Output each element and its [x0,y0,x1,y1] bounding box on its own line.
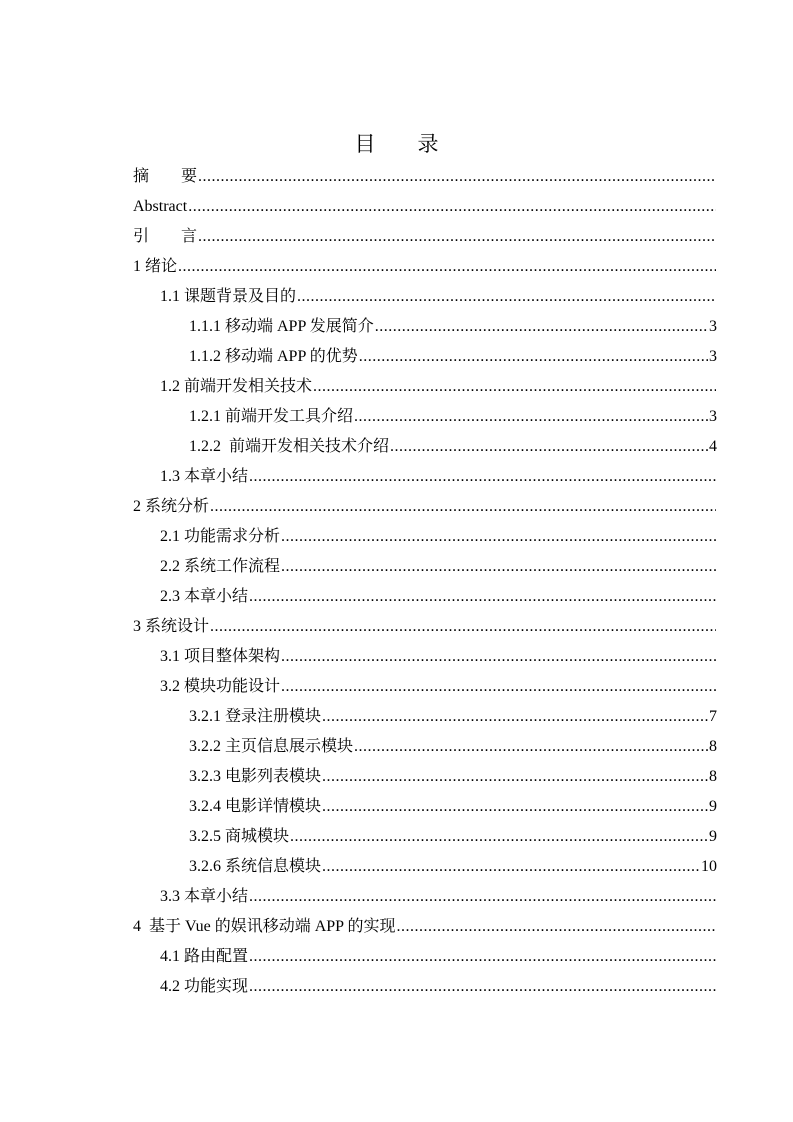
toc-entry[interactable] [0,192,793,222]
toc-entry[interactable] [0,372,793,402]
toc-entry-line [160,282,717,312]
toc-leader-dots [354,732,708,762]
toc-entry[interactable] [0,282,793,312]
toc-title [0,128,793,158]
toc-list [0,162,793,1002]
toc-entry[interactable] [0,972,793,1002]
toc-leader-dots [396,912,716,942]
toc-entry-label: 引 言 [133,228,198,245]
toc-entry[interactable] [0,612,793,642]
toc-entry-page: 8 [709,768,717,785]
toc-entry[interactable] [0,462,793,492]
toc-entry-label: 2.2 系统工作流程 [160,558,281,575]
toc-leader-dots [281,522,716,552]
toc-entry-line [189,702,717,732]
toc-entry[interactable] [0,702,793,732]
toc-entry[interactable] [0,522,793,552]
toc-entry[interactable] [0,732,793,762]
toc-leader-dots [198,222,716,252]
toc-entry-label: 1 绪论 [133,258,178,275]
toc-leader-dots [313,372,716,402]
toc-entry[interactable] [0,492,793,522]
toc-entry-line [160,552,717,582]
toc-leader-dots [281,642,716,672]
toc-entry-line [189,312,717,342]
toc-entry-line [133,162,717,192]
toc-leader-dots [322,702,708,732]
toc-entry-line [133,222,717,252]
toc-entry[interactable] [0,552,793,582]
toc-title-right: 录 [417,132,439,156]
toc-leader-dots [322,852,700,882]
toc-entry[interactable] [0,222,793,252]
toc-entry-line [189,762,717,792]
toc-leader-dots [198,162,716,192]
toc-entry-page: 10 [701,858,717,875]
toc-entry-line [160,642,717,672]
toc-leader-dots [281,552,716,582]
toc-entry-label: 3.2.3 电影列表模块 [189,768,322,785]
toc-leader-dots [249,462,716,492]
toc-entry-line [160,942,717,972]
toc-entry[interactable] [0,312,793,342]
toc-entry-label: 3.1 项目整体架构 [160,648,281,665]
toc-entry-line [133,192,717,222]
toc-entry-line [133,612,717,642]
toc-entry-line [160,372,717,402]
toc-leader-dots [249,942,716,972]
toc-entry-label: 3.2.5 商城模块 [189,828,290,845]
toc-leader-dots [322,762,708,792]
toc-entry-page: 7 [709,708,717,725]
toc-entry[interactable] [0,912,793,942]
toc-entry-page: 3 [709,408,717,425]
toc-entry[interactable] [0,792,793,822]
toc-entry-label: 1.2 前端开发相关技术 [160,378,313,395]
toc-entry-page: 3 [709,348,717,365]
toc-leader-dots [249,972,716,1002]
toc-entry-line [189,822,717,852]
toc-entry-label: 摘 要 [133,168,198,185]
toc-entry-label: 3.2.1 登录注册模块 [189,708,322,725]
toc-title-left: 目 [354,132,376,156]
toc-entry[interactable] [0,672,793,702]
toc-entry-label: 2.3 本章小结 [160,588,249,605]
toc-entry-line [160,972,717,1002]
toc-entry-line [189,402,717,432]
toc-entry-label: 1.2.2 前端开发相关技术介绍 [189,438,390,455]
toc-leader-dots [281,672,716,702]
toc-leader-dots [375,312,708,342]
toc-entry-page: 9 [709,798,717,815]
toc-entry-label: 1.1 课题背景及目的 [160,288,297,305]
toc-entry-line [189,852,717,882]
toc-entry-label: 1.1.2 移动端 APP 的优势 [189,348,358,365]
toc-entry-line [189,732,717,762]
toc-entry-line [133,912,717,942]
toc-entry[interactable] [0,882,793,912]
toc-entry-page: 8 [709,738,717,755]
toc-entry-label: 1.1.1 移动端 APP 发展简介 [189,318,374,335]
toc-entry-line [160,582,717,612]
toc-leader-dots [178,252,716,282]
toc-entry[interactable] [0,432,793,462]
toc-entry-line [160,522,717,552]
toc-entry-page: 3 [709,318,717,335]
toc-entry-page: 9 [709,828,717,845]
toc-entry-line [189,432,717,462]
toc-entry[interactable] [0,162,793,192]
toc-leader-dots [322,792,708,822]
toc-leader-dots [188,192,716,222]
toc-entry-label: 4 基于 Vue 的娱讯移动端 APP 的实现 [133,918,396,935]
toc-entry[interactable] [0,252,793,282]
toc-entry-label: 3.3 本章小结 [160,888,249,905]
toc-leader-dots [249,882,716,912]
toc-leader-dots [210,612,716,642]
toc-entry[interactable] [0,582,793,612]
toc-entry-label: 3.2.4 电影详情模块 [189,798,322,815]
toc-entry-label: 3.2.6 系统信息模块 [189,858,322,875]
toc-leader-dots [290,822,708,852]
toc-entry[interactable] [0,852,793,882]
toc-entry-line [160,882,717,912]
toc-leader-dots [359,342,708,372]
toc-entry[interactable] [0,822,793,852]
toc-entry[interactable] [0,342,793,372]
toc-entry-label: 2.1 功能需求分析 [160,528,281,545]
toc-entry-label: 2 系统分析 [133,498,210,515]
toc-entry-label: Abstract [133,198,188,215]
toc-entry-label: 1.3 本章小结 [160,468,249,485]
toc-entry-label: 4.1 路由配置 [160,948,249,965]
toc-entry-line [160,462,717,492]
toc-entry-label: 1.2.1 前端开发工具介绍 [189,408,354,425]
toc-entry-line [133,252,717,282]
toc-entry[interactable] [0,942,793,972]
toc-entry-line [189,792,717,822]
toc-entry[interactable] [0,762,793,792]
toc-entry-line [133,492,717,522]
toc-entry-page: 4 [709,438,717,455]
toc-entry-label: 3.2.2 主页信息展示模块 [189,738,354,755]
toc-entry-line [189,342,717,372]
toc-entry-line [160,672,717,702]
toc-entry-label: 4.2 功能实现 [160,978,249,995]
toc-leader-dots [390,432,708,462]
toc-entry[interactable] [0,642,793,672]
toc-entry-label: 3.2 模块功能设计 [160,678,281,695]
toc-leader-dots [354,402,708,432]
toc-entry-label: 3 系统设计 [133,618,210,635]
toc-leader-dots [210,492,716,522]
toc-entry[interactable] [0,402,793,432]
toc-leader-dots [297,282,716,312]
toc-leader-dots [249,582,716,612]
